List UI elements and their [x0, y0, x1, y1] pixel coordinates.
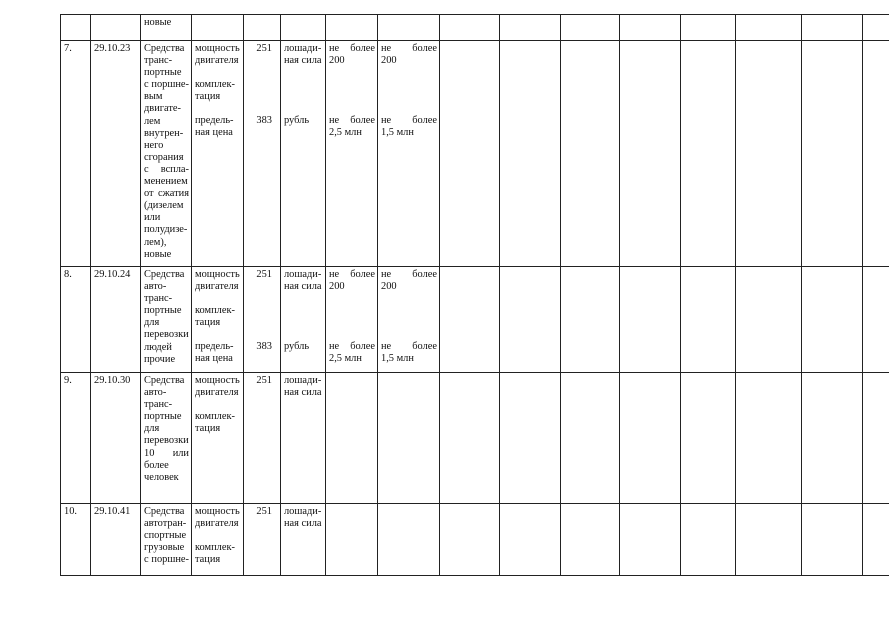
characteristic-name-line: мощность [195, 43, 240, 54]
product-name-cell [141, 41, 192, 267]
characteristic-name-cell [192, 504, 244, 576]
product-name-line: Средства [144, 269, 185, 280]
value-cell [378, 504, 440, 576]
table-cell [620, 15, 681, 41]
okei-code: 251 [256, 375, 272, 386]
product-name-line: внутрен- [144, 127, 184, 139]
product-name-line: полудизе- [144, 224, 188, 236]
row-number-cell [61, 373, 91, 504]
table-cell [440, 15, 500, 41]
characteristic-name-line: комплек- [195, 79, 235, 91]
characteristic-name-line: двигателя [195, 518, 239, 530]
empty-cell [561, 504, 620, 576]
product-name-line: новые [144, 17, 172, 28]
product-name-line: него [144, 139, 164, 151]
procurement-requirements-table [60, 14, 889, 576]
empty-cell [863, 373, 889, 504]
product-name-line: для [144, 423, 160, 435]
product-name-line: Средства [144, 506, 185, 517]
product-name-line: лем [144, 115, 161, 127]
value-cell [326, 504, 378, 576]
product-name-line: двигате- [144, 103, 181, 115]
characteristic-name-line: ная цена [195, 127, 233, 139]
empty-cell [500, 373, 561, 504]
product-name-line: Средства [144, 375, 185, 386]
value-line: 1,5 млн [381, 353, 414, 365]
product-name-line: с поршне- [144, 554, 189, 566]
empty-cell [620, 504, 681, 576]
table-cell [61, 15, 91, 41]
characteristic-name-line: двигателя [195, 55, 239, 67]
empty-cell [500, 504, 561, 576]
table-row [61, 267, 889, 373]
value-line: не более [329, 43, 375, 54]
empty-cell [620, 267, 681, 373]
value-line: не более [381, 115, 437, 127]
unit-name-cell [281, 504, 326, 576]
okpd2-code-cell [91, 504, 141, 576]
product-name-line: с вспла- [144, 163, 189, 175]
product-name-line: грузовые [144, 542, 185, 554]
value-cell [378, 267, 440, 373]
product-name-line: (дизелем [144, 200, 184, 212]
value-line: 2,5 млн [329, 353, 362, 365]
value-line: 1,5 млн [381, 127, 414, 139]
product-name-line: лем), [144, 236, 167, 248]
empty-cell [802, 267, 863, 373]
product-name-line: авто- [144, 281, 167, 293]
product-name-line: менением [144, 176, 188, 188]
table-cell [802, 15, 863, 41]
unit-name-line: лошади- [284, 269, 322, 280]
value-cell [326, 41, 378, 267]
product-name-cell [141, 373, 192, 504]
empty-cell [620, 373, 681, 504]
okei-code: 251 [256, 506, 272, 517]
empty-cell [500, 267, 561, 373]
product-name-cell [141, 267, 192, 373]
unit-name-line: лошади- [284, 375, 322, 386]
okpd2-code: 29.10.41 [94, 506, 131, 517]
table-cell [192, 15, 244, 41]
table-cell [244, 15, 281, 41]
product-name-line: вым [144, 91, 163, 103]
okei-code: 251 [256, 269, 272, 280]
value-line: 2,5 млн [329, 127, 362, 139]
characteristic-name-line: тация [195, 423, 221, 435]
empty-cell [440, 373, 500, 504]
value-line: не более [381, 269, 437, 280]
product-name-line: с поршне- [144, 79, 189, 91]
value-line: 200 [381, 281, 397, 293]
table-cell [91, 15, 141, 41]
unit-name-line: рубль [284, 341, 310, 353]
product-name-line: новые [144, 248, 172, 260]
okei-code: 251 [256, 43, 272, 54]
table-row [61, 41, 889, 267]
empty-cell [802, 504, 863, 576]
table-cell [681, 15, 736, 41]
empty-cell [440, 267, 500, 373]
empty-cell [440, 504, 500, 576]
table-cell [561, 15, 620, 41]
value-line: 200 [329, 281, 345, 293]
characteristic-name-line: комплек- [195, 305, 235, 317]
empty-cell [620, 41, 681, 267]
product-name-line: транс- [144, 399, 173, 411]
product-name-cell [141, 15, 192, 41]
characteristic-name-line: мощность [195, 375, 240, 386]
characteristic-name-cell [192, 267, 244, 373]
value-line: не более [329, 269, 375, 280]
table-cell [326, 15, 378, 41]
unit-name-cell [281, 373, 326, 504]
okpd2-code: 29.10.24 [94, 269, 131, 280]
characteristic-name-line: тация [195, 317, 221, 329]
product-name-line: автотран- [144, 518, 187, 530]
unit-name-cell [281, 267, 326, 373]
row-number: 10. [64, 506, 77, 517]
product-name-cell [141, 504, 192, 576]
okpd2-code: 29.10.23 [94, 43, 131, 54]
row-number-cell [61, 504, 91, 576]
empty-cell [802, 41, 863, 267]
product-name-line: портные [144, 411, 182, 423]
product-name-line: человек [144, 471, 179, 483]
characteristic-name-line: мощность [195, 269, 240, 280]
row-number-cell [61, 267, 91, 373]
value-line: не более [381, 43, 437, 54]
row-number: 9. [64, 375, 72, 386]
unit-name-cell [281, 41, 326, 267]
okpd2-code: 29.10.30 [94, 375, 131, 386]
empty-cell [681, 267, 736, 373]
empty-cell [561, 267, 620, 373]
unit-name-line: лошади- [284, 506, 322, 517]
table-cell [281, 15, 326, 41]
characteristic-name-line: ная цена [195, 353, 233, 365]
empty-cell [561, 373, 620, 504]
value-cell [378, 373, 440, 504]
empty-cell [736, 41, 802, 267]
product-name-line: от сжатия [144, 188, 189, 200]
empty-cell [863, 504, 889, 576]
value-cell [326, 373, 378, 504]
unit-name-line: рубль [284, 115, 310, 127]
empty-cell [681, 373, 736, 504]
row-number-cell [61, 41, 91, 267]
empty-cell [863, 41, 889, 267]
product-name-line: более [144, 459, 169, 471]
okpd2-code-cell [91, 41, 141, 267]
okei-code-cell [244, 267, 281, 373]
table-row [61, 15, 889, 41]
okei-code-cell [244, 504, 281, 576]
value-line: 200 [381, 55, 397, 67]
product-name-line: портные [144, 67, 182, 79]
product-name-line: перевозки [144, 435, 189, 447]
okei-code-cell [244, 373, 281, 504]
okei-code-cell [244, 41, 281, 267]
characteristic-name-line: комплек- [195, 411, 235, 423]
characteristic-name-line: комплек- [195, 542, 235, 554]
empty-cell [681, 504, 736, 576]
characteristic-name-line: тация [195, 91, 221, 103]
product-name-line: 10 или [144, 447, 189, 459]
empty-cell [561, 41, 620, 267]
empty-cell [802, 373, 863, 504]
product-name-line: сгорания [144, 151, 184, 163]
characteristic-name-line: тация [195, 554, 221, 566]
product-name-line: авто- [144, 387, 167, 399]
row-number: 7. [64, 43, 72, 54]
okpd2-code-cell [91, 373, 141, 504]
characteristic-name-line: двигателя [195, 387, 239, 399]
product-name-line: портные [144, 305, 182, 317]
table-cell [736, 15, 802, 41]
empty-cell [863, 267, 889, 373]
value-cell [378, 41, 440, 267]
row-number: 8. [64, 269, 72, 280]
unit-name-line: ная сила [284, 55, 322, 67]
product-name-line: транс- [144, 293, 173, 305]
characteristic-name-line: предель- [195, 115, 234, 127]
empty-cell [736, 267, 802, 373]
product-name-line: Средства [144, 43, 185, 54]
value-line: не более [329, 341, 375, 353]
unit-name-line: лошади- [284, 43, 322, 54]
value-cell [326, 267, 378, 373]
product-name-line: для [144, 317, 160, 329]
okei-code: 383 [256, 341, 272, 353]
unit-name-line: ная сила [284, 281, 322, 293]
product-name-line: перевозки [144, 329, 189, 341]
characteristic-name-cell [192, 41, 244, 267]
table-row [61, 373, 889, 504]
empty-cell [681, 41, 736, 267]
empty-cell [736, 504, 802, 576]
empty-cell [440, 41, 500, 267]
table-cell [863, 15, 889, 41]
empty-cell [736, 373, 802, 504]
product-name-line: или [144, 212, 161, 224]
characteristic-name-cell [192, 373, 244, 504]
product-name-line: спортные [144, 530, 187, 542]
value-line: не более [381, 341, 437, 353]
okpd2-code-cell [91, 267, 141, 373]
value-line: не более [329, 115, 375, 127]
table-cell [378, 15, 440, 41]
table-body [61, 15, 889, 576]
value-line: 200 [329, 55, 345, 67]
product-name-line: прочие [144, 353, 176, 365]
empty-cell [500, 41, 561, 267]
characteristic-name-line: мощность [195, 506, 240, 517]
table-cell [500, 15, 561, 41]
table-row [61, 504, 889, 576]
product-name-line: транс- [144, 55, 173, 67]
characteristic-name-line: двигателя [195, 281, 239, 293]
okei-code: 383 [256, 115, 272, 127]
product-name-line: людей [144, 341, 172, 353]
characteristic-name-line: предель- [195, 341, 234, 353]
unit-name-line: ная сила [284, 518, 322, 530]
unit-name-line: ная сила [284, 387, 322, 399]
